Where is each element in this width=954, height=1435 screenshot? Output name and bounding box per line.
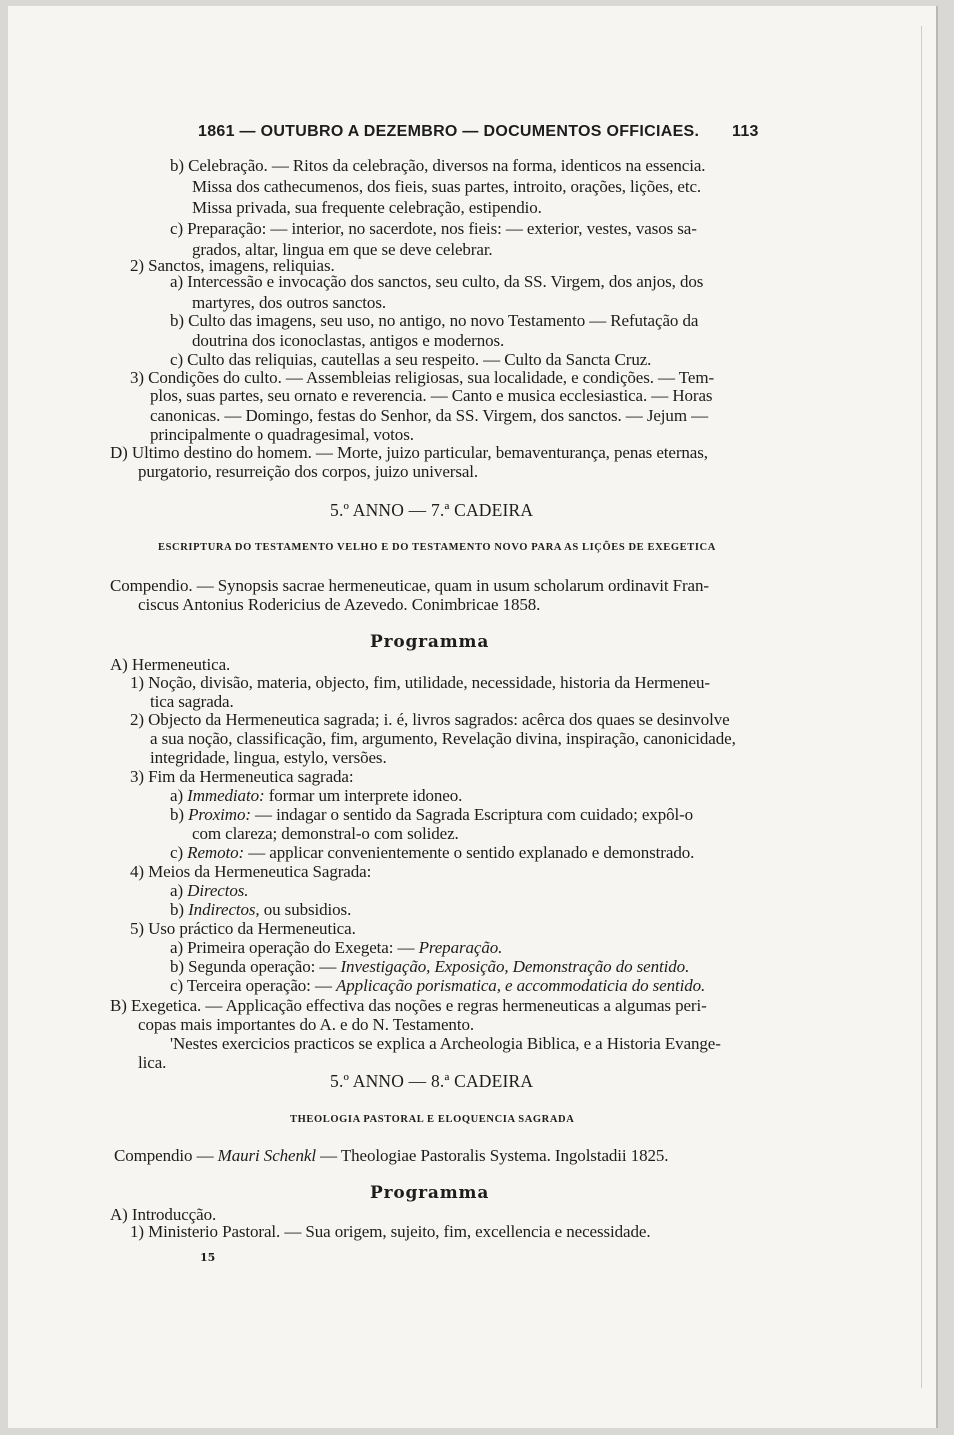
- text-line: copas mais importantes do A. e do N. Testamento.: [138, 1015, 474, 1034]
- text-line: canonicas. — Domingo, festas do Senhor, da SS. Virgem, dos sanctos. — Jejum —: [150, 406, 708, 425]
- section-heading: 5.º ANNO — 8.ª CADEIRA: [330, 1071, 534, 1091]
- text-line: ciscus Antonius Rodericius de Azevedo. Conimbricae 1858.: [138, 595, 541, 614]
- signature-mark: 15: [200, 1251, 216, 1264]
- text-line: 2) Sanctos, imagens, reliquias.: [130, 256, 335, 275]
- text-line: D) Ultimo destino do homem. — Morte, juizo particular, bemaventurança, penas eternas,: [110, 443, 708, 462]
- page-sheet: [8, 6, 938, 1428]
- text-line: lica.: [138, 1053, 167, 1072]
- text-line: plos, suas partes, seu ornato e reverencia. — Canto e musica ecclesiastica. — Horas: [150, 386, 713, 405]
- section-heading: 5.º ANNO — 7.ª CADEIRA: [330, 500, 534, 520]
- section-subtitle: THEOLOGIA PASTORAL E ELOQUENCIA SAGRADA: [290, 1114, 575, 1125]
- text-line: Compendio. — Synopsis sacrae hermeneuticae, quam in usum scholarum ordinavit Fran-: [110, 576, 709, 595]
- text-line: 2) Objecto da Hermeneutica sagrada; i. é, livros sagrados: acêrca dos quaes se desinvolve: [130, 710, 730, 729]
- text-line: c) Culto das reliquias, cautellas a seu respeito. — Culto da Sancta Cruz.: [170, 350, 652, 369]
- text-line: Compendio — Mauri Schenkl — Theologiae Pastoralis Systema. Ingolstadii 1825.: [114, 1146, 669, 1165]
- programma-heading: Programma: [370, 1183, 490, 1203]
- text-line: 'Nestes exercicios practicos se explica a Archeologia Biblica, e a Historia Evange-: [170, 1034, 721, 1053]
- text-line: A) Introducção.: [110, 1205, 217, 1224]
- text-line: b) Indirectos, ou subsidios.: [170, 900, 352, 919]
- text-line: a sua noção, classificação, fim, argumento, Revelação divina, inspiração, canonicidade,: [150, 729, 736, 748]
- text-line: 4) Meios da Hermeneutica Sagrada:: [130, 862, 372, 881]
- text-line: c) Terceira operação: — Applicação porismatica, e accommodaticia do sentido.: [170, 976, 706, 995]
- text-line: b) Proximo: — indagar o sentido da Sagrada Escriptura com cuidado; expôl-o: [170, 805, 694, 824]
- text-line: martyres, dos outros sanctos.: [192, 293, 386, 312]
- text-line: b) Culto das imagens, seu uso, no antigo, no novo Testamento — Refutação da: [170, 311, 699, 330]
- text-line: a) Primeira operação do Exegeta: — Preparação.: [170, 938, 503, 957]
- text-line: a) Intercessão e invocação dos sanctos, seu culto, da SS. Virgem, dos anjos, dos: [170, 272, 704, 291]
- text-line: A) Hermeneutica.: [110, 655, 231, 674]
- text-line: principalmente o quadragesimal, votos.: [150, 425, 414, 444]
- text-line: a) Directos.: [170, 881, 249, 900]
- page-number: 113: [732, 123, 759, 140]
- text-line: 1) Noção, divisão, materia, objecto, fim, utilidade, necessidade, historia da Hermeneu-: [130, 673, 710, 692]
- text-line: 3) Condições do culto. — Assembleias religiosas, sua localidade, e condições. — Tem-: [130, 368, 715, 387]
- text-line: 3) Fim da Hermeneutica sagrada:: [130, 767, 354, 786]
- text-line: grados, altar, lingua em que se deve celebrar.: [192, 240, 493, 259]
- text-line: c) Preparação: — interior, no sacerdote, nos fieis: — exterior, vestes, vasos sa-: [170, 219, 697, 238]
- text-line: tica sagrada.: [150, 692, 234, 711]
- text-line: b) Segunda operação: — Investigação, Exposição, Demonstração do sentido.: [170, 957, 690, 976]
- text-line: 1) Ministerio Pastoral. — Sua origem, sujeito, fim, excellencia e necessidade.: [130, 1222, 651, 1241]
- text-line: a) Immediato: formar um interprete idoneo.: [170, 786, 463, 805]
- text-line: doutrina dos iconoclastas, antigos e modernos.: [192, 331, 505, 350]
- text-line: Missa privada, sua frequente celebração, estipendio.: [192, 198, 542, 217]
- text-line: 5) Uso práctico da Hermeneutica.: [130, 919, 356, 938]
- text-line: B) Exegetica. — Applicação effectiva das noções e regras hermeneuticas a algumas peri-: [110, 996, 707, 1015]
- text-line: b) Celebração. — Ritos da celebração, diversos na forma, identicos na essencia.: [170, 156, 706, 175]
- programma-heading: Programma: [370, 632, 490, 652]
- running-header: 1861 — OUTUBRO A DEZEMBRO — DOCUMENTOS OFFICIAES.: [198, 123, 700, 140]
- section-subtitle: ESCRIPTURA DO TESTAMENTO VELHO E DO TESTAMENTO NOVO PARA AS LIÇÕES DE EXEGETICA: [158, 542, 716, 553]
- text-line: Missa dos cathecumenos, dos fieis, suas partes, introito, orações, lições, etc.: [192, 177, 702, 196]
- text-line: integridade, lingua, estylo, versões.: [150, 748, 387, 767]
- text-line: purgatorio, resurreição dos corpos, juizo universal.: [138, 462, 479, 481]
- text-line: com clareza; demonstral-o com solidez.: [192, 824, 459, 843]
- text-line: c) Remoto: — applicar convenientemente o sentido explanado e demonstrado.: [170, 843, 695, 862]
